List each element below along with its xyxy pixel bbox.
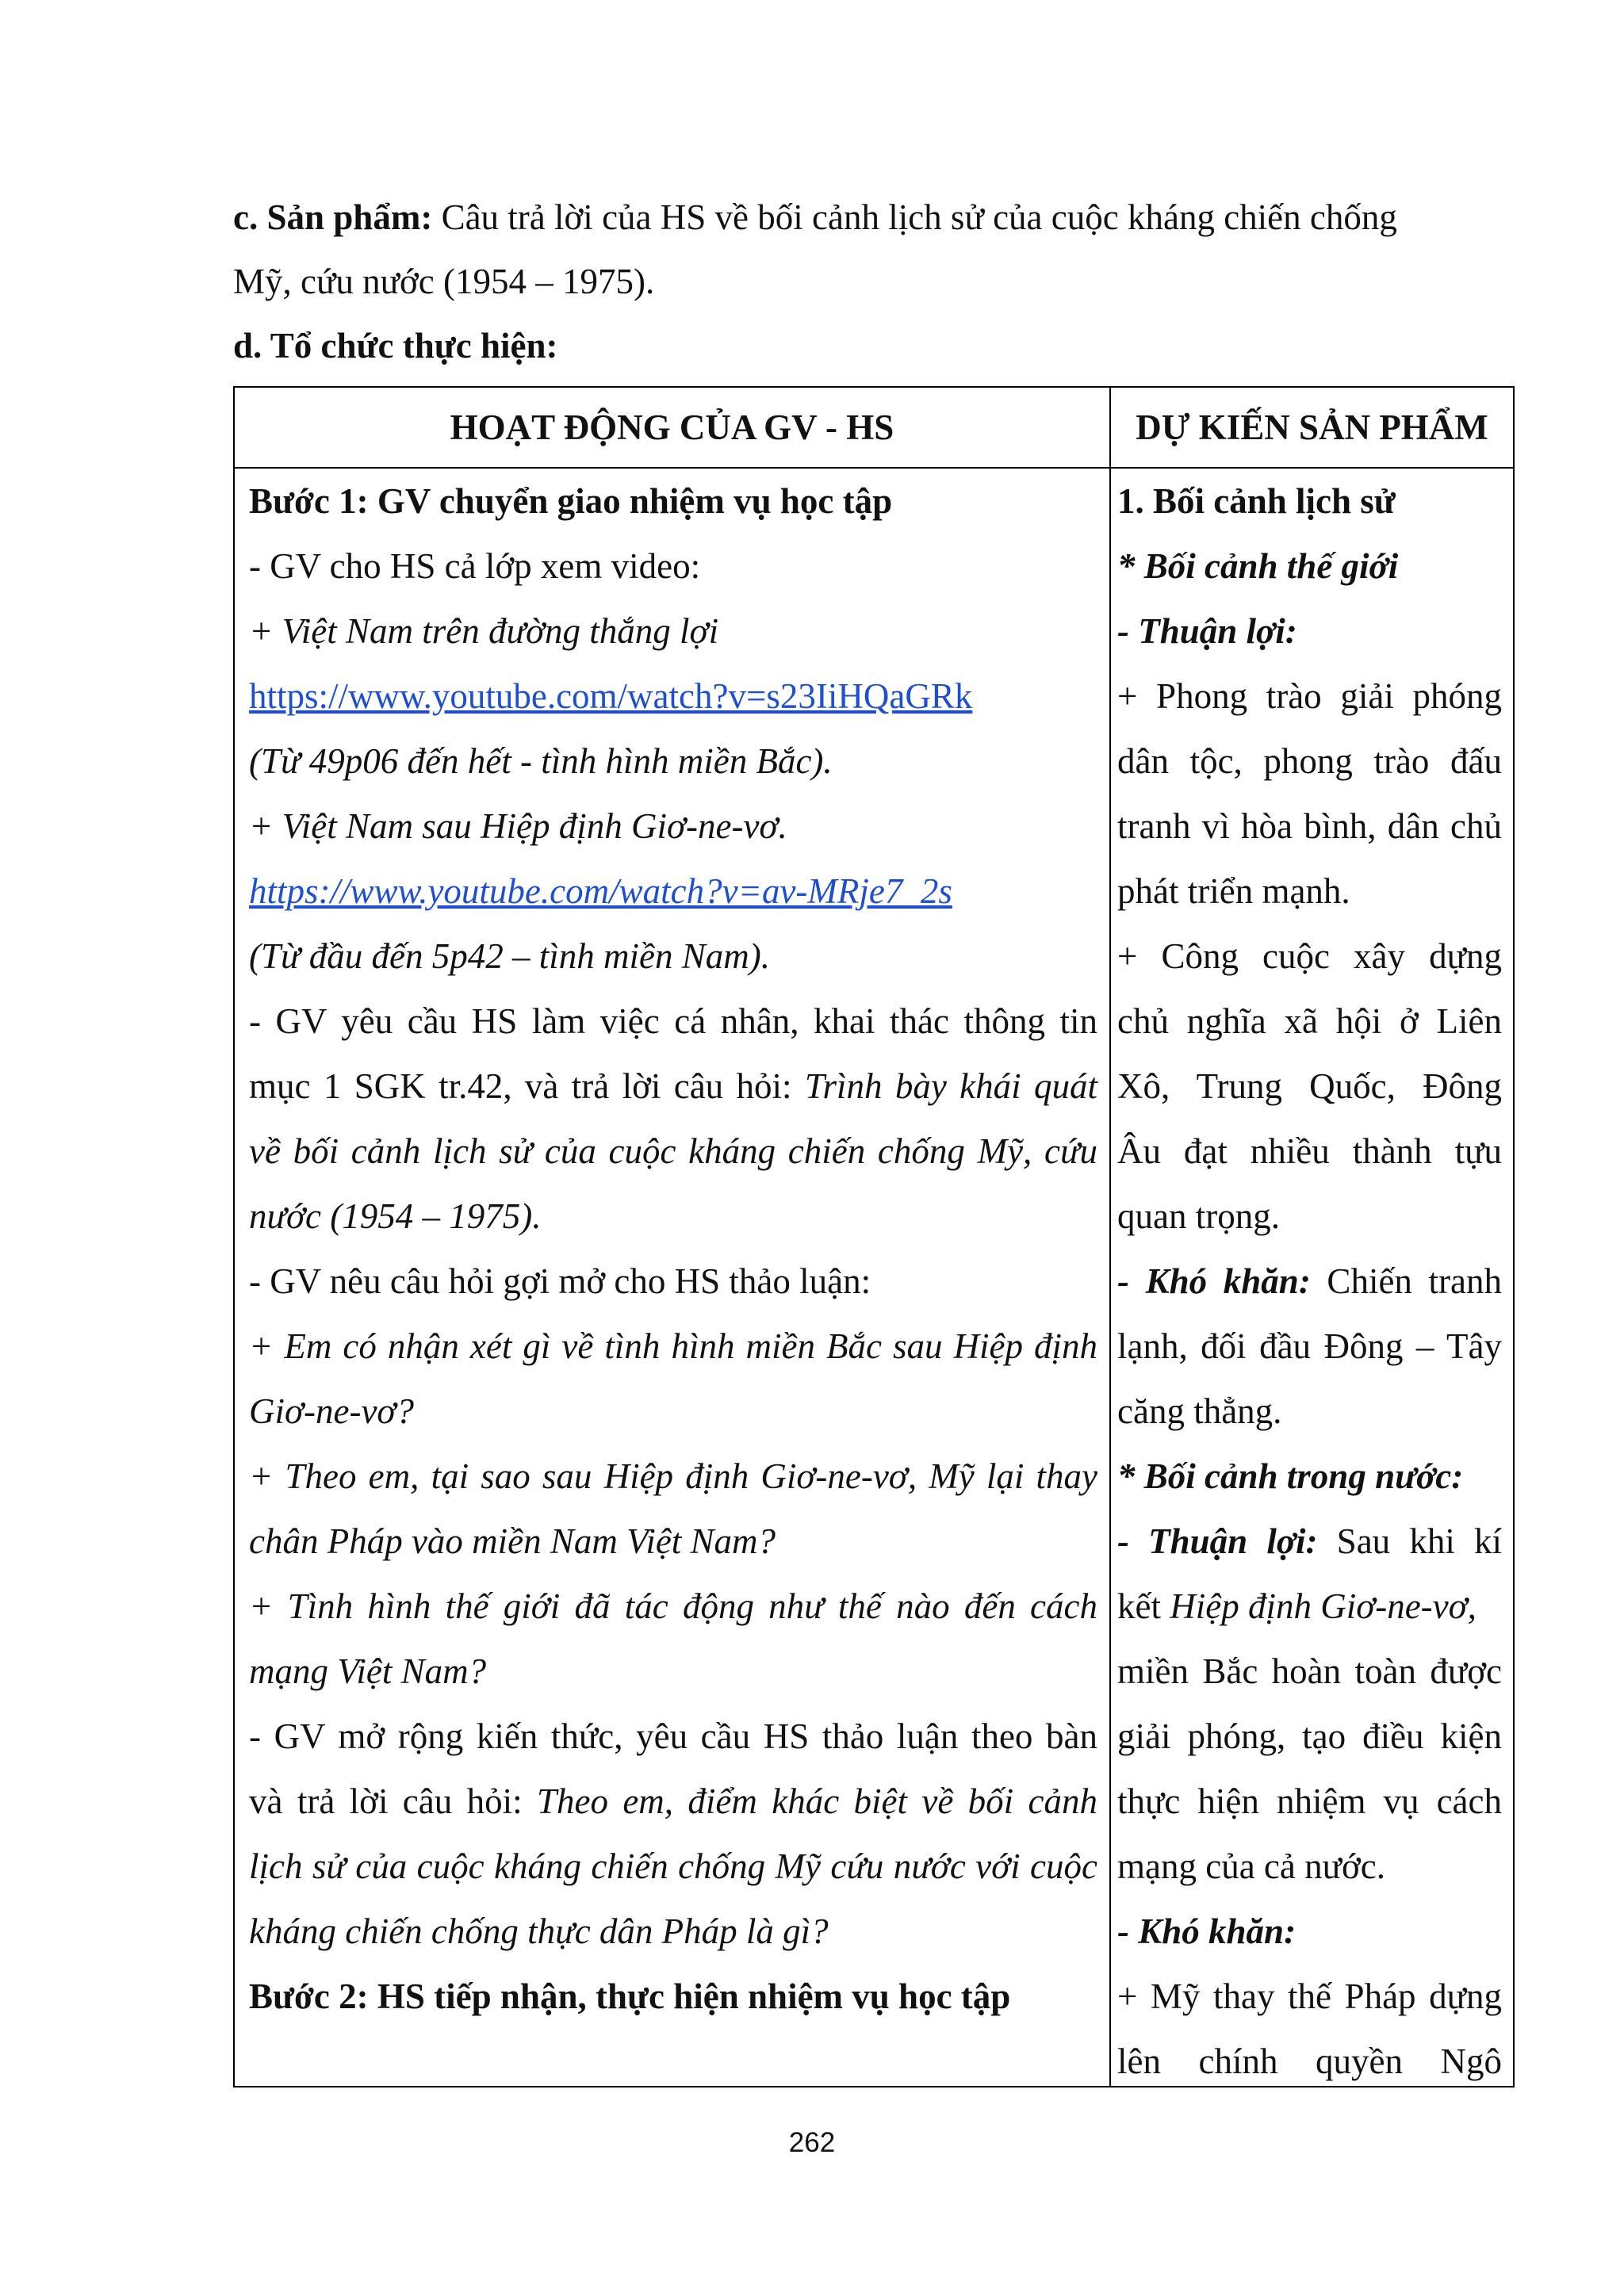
column-divider [1109, 388, 1111, 2086]
right-line: miền Bắc hoàn toàn được [1117, 1651, 1502, 1691]
right-line: * Bối cảnh trong nước: [1117, 1456, 1464, 1496]
left-line: - GV cho HS cả lớp xem video: [249, 546, 701, 586]
left-line: + Em có nhận xét gì về tình hình miền Bắc sau Hiệp định [249, 1326, 1097, 1366]
right-line: mạng của cả nước. [1117, 1846, 1386, 1886]
right-line: - Thuận lợi: [1117, 611, 1297, 651]
right-line: lên chính quyền Ngô [1117, 2042, 1502, 2081]
left-line [249, 664, 1097, 729]
products-column [1117, 469, 1502, 2094]
product-line-1 [233, 186, 1502, 250]
left-line: (Từ 49p06 đến hết - tình hình miền Bắc). [249, 741, 833, 781]
right-line: + Mỹ thay thế Pháp dựng [1117, 1976, 1502, 2016]
left-line: về bối cảnh lịch sử của cuộc kháng chiến chống Mỹ, cứu [249, 1131, 1097, 1171]
left-line: (Từ đầu đến 5p42 – tình miền Nam). [249, 936, 771, 976]
right-line: dân tộc, phong trào đấu [1117, 741, 1502, 781]
product-label: c. Sản phẩm: [233, 197, 433, 237]
right-line: Âu đạt nhiều thành tựu [1117, 1131, 1502, 1171]
right-line: quan trọng. [1117, 1196, 1280, 1236]
right-text-italic: Hiệp định Giơ-ne-vơ, [1170, 1586, 1477, 1626]
right-line: - Khó khăn: [1117, 1911, 1297, 1951]
right-line: + Công cuộc xây dựng [1117, 936, 1502, 976]
left-line: - GV mở rộng kiến thức, yêu cầu HS thảo luận theo bàn [249, 1716, 1097, 1756]
step-1-heading: Bước 1: GV chuyển giao nhiệm vụ học tập [249, 481, 893, 521]
right-line [1117, 1509, 1502, 1574]
right-text: Sau khi kí [1317, 1521, 1502, 1561]
left-question: Theo em, điểm khác biệt về bối cảnh [536, 1781, 1097, 1821]
header-expected-products: DỰ KIẾN SẢN PHẨM [1136, 408, 1488, 447]
activities-column [249, 469, 1097, 2029]
right-line [1117, 1574, 1502, 1639]
left-line: chân Pháp vào miền Nam Việt Nam? [249, 1521, 776, 1561]
step-2-heading: Bước 2: HS tiếp nhận, thực hiện nhiệm vụ học tập [249, 1976, 1011, 2016]
right-line: thực hiện nhiệm vụ cách [1117, 1781, 1502, 1821]
right-line [1117, 1249, 1502, 1314]
video-link-1[interactable]: https://www.youtube.com/watch?v=s23IiHQaGRk [249, 676, 973, 716]
right-text: Chiến tranh [1310, 1261, 1502, 1301]
left-line: + Việt Nam sau Hiệp định Giơ-ne-vơ. [249, 806, 787, 846]
right-label: - Thuận lợi: [1117, 1521, 1318, 1561]
right-line: lạnh, đối đầu Đông – Tây [1117, 1326, 1502, 1366]
organize-heading: d. Tổ chức thực hiện: [233, 326, 558, 365]
left-line [249, 859, 1097, 924]
right-line: tranh vì hòa bình, dân chủ [1117, 806, 1502, 846]
right-line: giải phóng, tạo điều kiện [1117, 1716, 1502, 1756]
left-line: + Tình hình thế giới đã tác động như thế nào đến cách [249, 1586, 1097, 1626]
product-section [233, 186, 1502, 378]
left-line: kháng chiến chống thực dân Pháp là gì? [249, 1911, 829, 1951]
left-line: + Theo em, tại sao sau Hiệp định Giơ-ne-vơ, Mỹ lại thay [249, 1456, 1097, 1496]
right-line: Xô, Trung Quốc, Đông [1117, 1066, 1502, 1106]
left-text: và trả lời câu hỏi: [249, 1781, 537, 1821]
product-text: Câu trả lời của HS về bối cảnh lịch sử của cuộc kháng chiến chống [432, 197, 1397, 237]
product-line-2: Mỹ, cứu nước (1954 – 1975). [233, 262, 655, 301]
left-question: Trình bày khái quát [804, 1066, 1097, 1106]
left-line: - GV yêu cầu HS làm việc cá nhân, khai thác thông tin [249, 1001, 1097, 1041]
header-activities: HOẠT ĐỘNG CỦA GV - HS [450, 408, 894, 447]
right-line: + Phong trào giải phóng [1117, 676, 1502, 716]
video-link-2[interactable]: https://www.youtube.com/watch?v=av-MRje7_2s [249, 871, 952, 911]
left-line: lịch sử của cuộc kháng chiến chống Mỹ cứu nước với cuộc [249, 1846, 1097, 1886]
page-number: 262 [788, 2127, 836, 2158]
right-line: căng thẳng. [1117, 1391, 1282, 1431]
activity-table [233, 386, 1515, 2087]
left-line: - GV nêu câu hỏi gợi mở cho HS thảo luận: [249, 1261, 871, 1301]
right-line: chủ nghĩa xã hội ở Liên [1117, 1001, 1502, 1041]
right-text: kết [1117, 1586, 1170, 1626]
right-line: * Bối cảnh thế giới [1117, 546, 1399, 586]
right-line: 1. Bối cảnh lịch sử [1117, 481, 1396, 521]
left-line [249, 1769, 1097, 1834]
left-text: mục 1 SGK tr.42, và trả lời câu hỏi: [249, 1066, 805, 1106]
left-line [249, 1054, 1097, 1119]
left-line: Giơ-ne-vơ? [249, 1391, 414, 1431]
left-line: mạng Việt Nam? [249, 1651, 487, 1691]
left-line: nước (1954 – 1975). [249, 1196, 542, 1236]
left-line: + Việt Nam trên đường thắng lợi [249, 611, 719, 651]
right-label: - Khó khăn: [1117, 1261, 1311, 1301]
right-line: phát triển mạnh. [1117, 871, 1350, 911]
